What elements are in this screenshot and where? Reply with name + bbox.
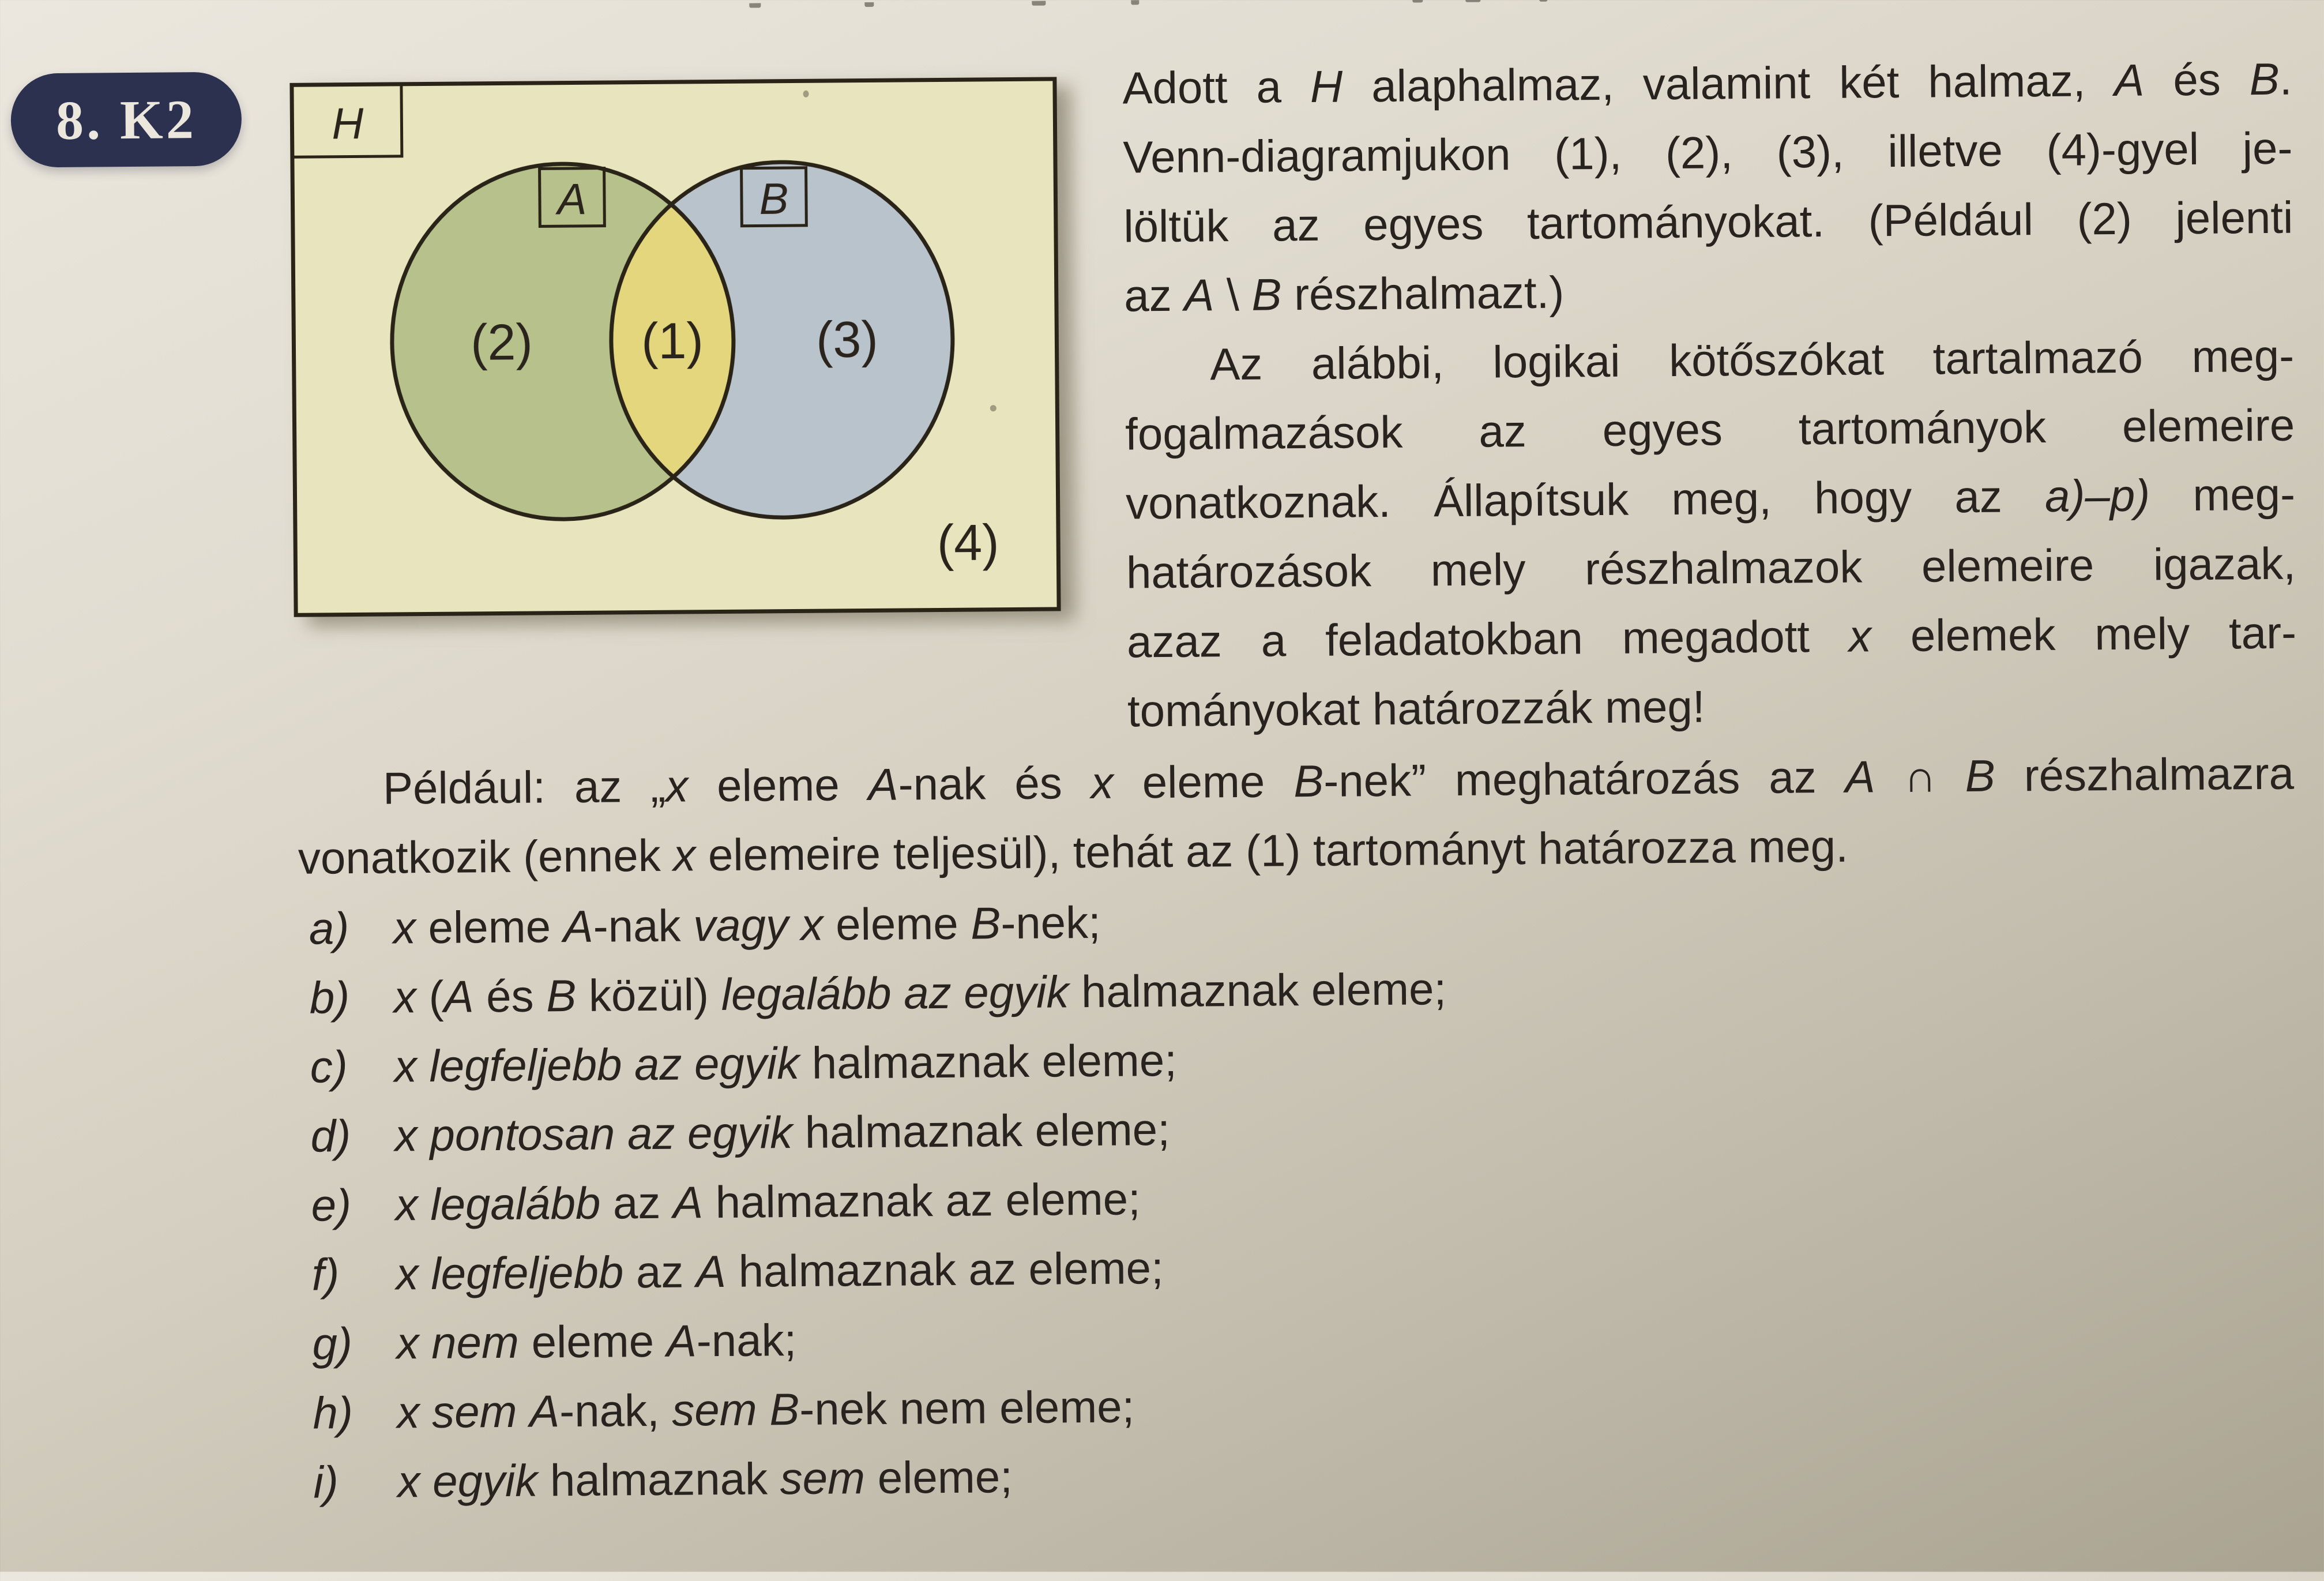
region-label-3: (3) — [815, 310, 879, 369]
text-line: tományokat határozzák meg! — [1127, 681, 1705, 737]
item-text: x pontosan az egyik halmaznak eleme; — [394, 1103, 1171, 1161]
item-marker: d) — [310, 1110, 351, 1162]
item-marker: e) — [311, 1180, 352, 1231]
example-paragraph — [298, 739, 2295, 893]
page-edge-mark — [1465, 0, 1480, 2]
venn-diagram — [289, 77, 1061, 617]
text-line: vonatkozik (ennek x elemeire teljesül), tehát az (1) tartományt határozza meg. — [298, 820, 1849, 884]
text-line: az A \ B részhalmazt.) — [1123, 266, 1565, 321]
item-marker: f) — [311, 1249, 340, 1300]
region-label-2: (2) — [470, 313, 533, 371]
text-line: Venn-diagramjukon (1), (2), (3), illetve (4)-gyel je- — [1123, 122, 2293, 183]
text-line: azaz a feladatokban megadott x elemek mely tar- — [1126, 607, 2297, 667]
item-text: x eleme A-nak vagy x eleme B-nek; — [393, 896, 1101, 953]
set-b-label: B — [759, 174, 789, 224]
page-edge-mark — [1539, 0, 1547, 2]
task-list — [309, 878, 2297, 1517]
universe-label: H — [332, 99, 364, 149]
text-line: Például: az „x eleme A-nak és x eleme B-nek” meghatározás az A ∩ B részhalmazra — [382, 748, 2295, 814]
text-line: vonatkoznak. Állapítsuk meg, hogy az a)–p) meg- — [1125, 468, 2296, 529]
item-marker: i) — [313, 1456, 339, 1508]
item-marker: c) — [310, 1041, 348, 1092]
page-edge-mark — [1131, 0, 1139, 5]
page-edge-mark — [864, 2, 874, 7]
item-marker: h) — [313, 1387, 354, 1439]
item-marker: g) — [312, 1318, 353, 1369]
item-text: x (A és B közül) legalább az egyik halmaznak eleme; — [393, 963, 1447, 1023]
exercise-number: 8. K2 — [55, 88, 197, 152]
page-edge-mark — [1412, 0, 1423, 3]
region-label-1: (1) — [641, 311, 704, 370]
item-marker: a) — [309, 903, 349, 954]
text-line: Az alábbi, logikai kötőszókat tartalmazó meg- — [1209, 330, 2295, 390]
item-text: x egyik halmaznak sem eleme; — [397, 1451, 1013, 1507]
item-text: x legfeljebb az egyik halmaznak eleme; — [394, 1034, 1178, 1092]
text-line: löltük az egyes tartományokat. (Például (2) jelenti — [1123, 191, 2293, 252]
paper-speck — [803, 91, 809, 97]
item-text: x legfeljebb az A halmaznak az eleme; — [396, 1242, 1164, 1300]
text-line: határozások mely részhalmazok elemeire igazak, — [1126, 538, 2296, 598]
item-marker: b) — [309, 972, 350, 1023]
intro-paragraph — [1122, 44, 2297, 746]
item-text: x legalább az A halmaznak az eleme; — [395, 1173, 1141, 1230]
item-text: x nem eleme A-nak; — [396, 1315, 797, 1369]
paper-speck — [990, 405, 996, 411]
exercise-badge — [10, 72, 242, 168]
list-item — [313, 1432, 2297, 1517]
region-label-4: (4) — [937, 513, 999, 572]
page-edge-mark — [1032, 1, 1046, 6]
item-text: x sem A-nak, sem B-nek nem eleme; — [397, 1381, 1135, 1438]
page-edge-mark — [749, 3, 761, 7]
set-a-label: A — [557, 175, 587, 224]
text-line: fogalmazások az egyes tartományok elemeire — [1125, 399, 2295, 460]
text-line: Adott a H alaphalmaz, valamint két halmaz, A és B. — [1122, 53, 2292, 114]
